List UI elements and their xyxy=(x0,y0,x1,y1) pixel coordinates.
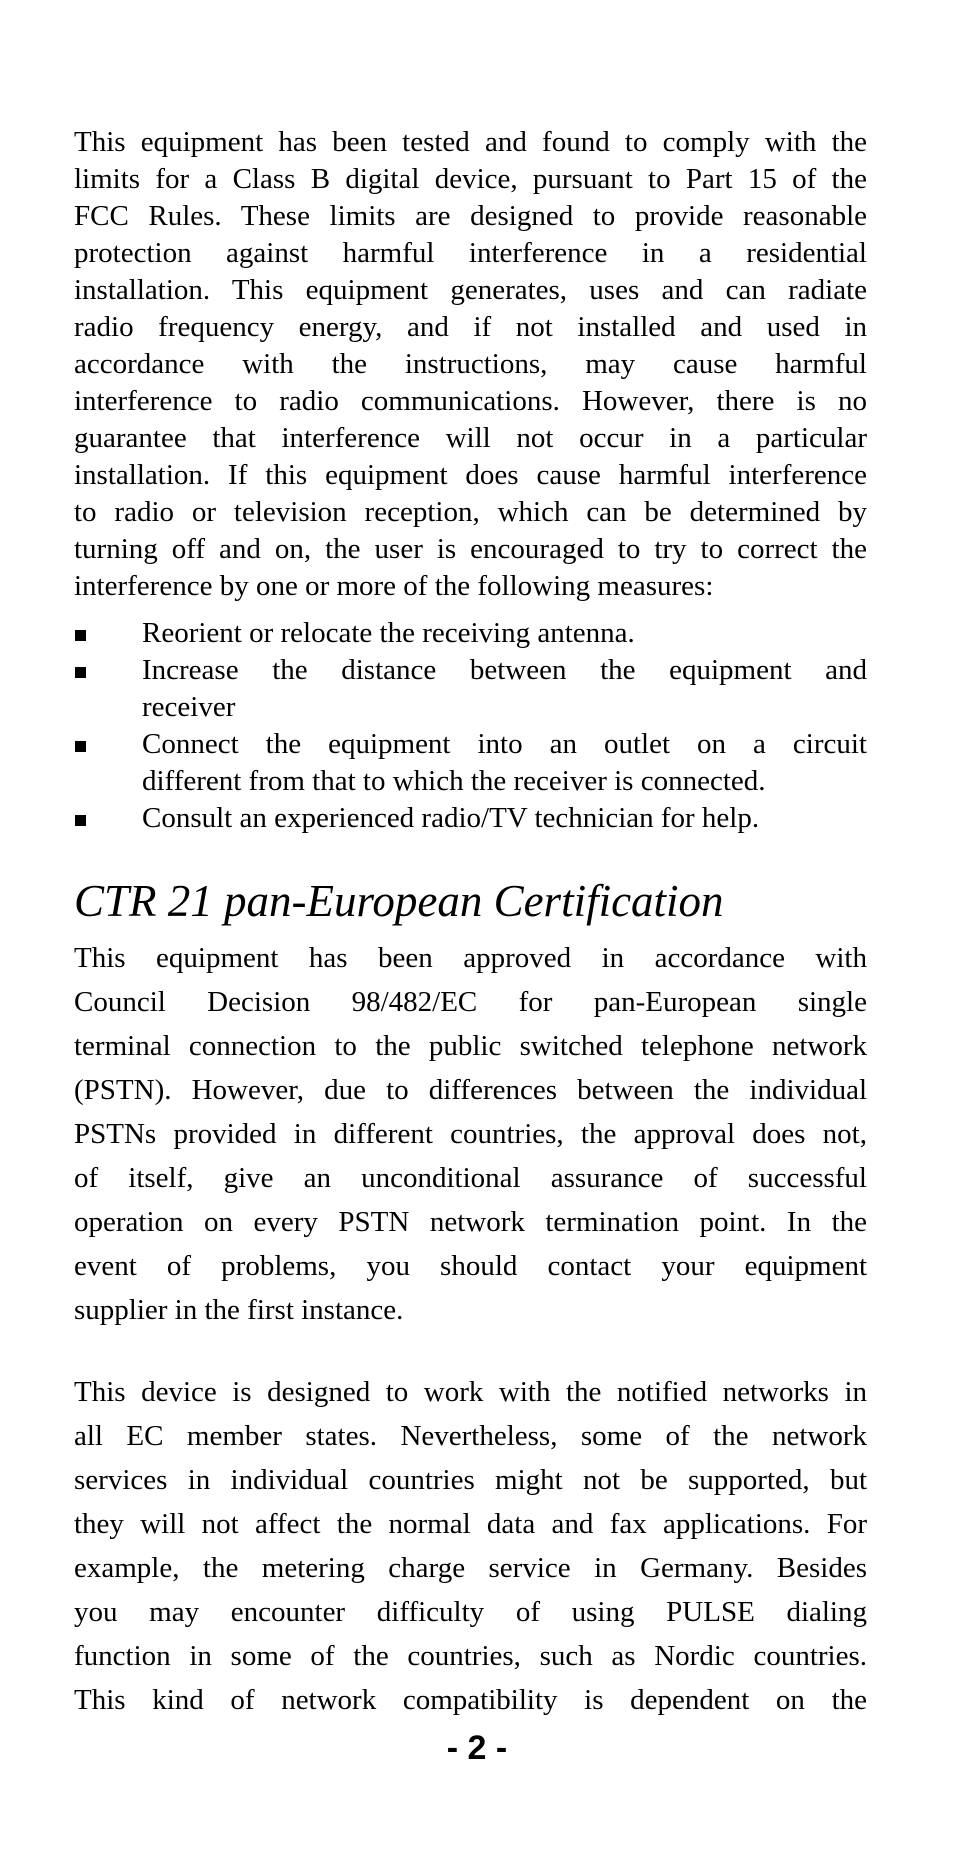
text-line: limits for a Class B digital device, pursuant to Part 15 of the xyxy=(74,163,867,195)
text-line: FCC Rules. These limits are designed to provide reasonable xyxy=(74,200,867,232)
text-line: This equipment has been approved in accordance with xyxy=(74,942,867,974)
text-line: This device is designed to work with the notified networks in xyxy=(74,1376,867,1408)
text-line: terminal connection to the public switched telephone network xyxy=(74,1030,867,1062)
text-line: radio frequency energy, and if not installed and used in xyxy=(74,311,867,343)
bullet-item xyxy=(74,652,867,726)
ctr21-approval-paragraph xyxy=(74,936,867,1332)
bullet-text xyxy=(142,800,867,837)
text-line: Council Decision 98/482/EC for pan-European single xyxy=(74,986,867,1018)
bullet-item xyxy=(74,800,867,837)
text-line: installation. This equipment generates, uses and can radiate xyxy=(74,274,867,306)
text-line: turning off and on, the user is encouraged to try to correct the xyxy=(74,533,867,565)
fcc-measures-list xyxy=(74,615,867,837)
text-line: Reorient or relocate the receiving antenna. xyxy=(142,617,635,649)
bullet-item xyxy=(74,726,867,800)
bullet-square-icon xyxy=(75,741,86,752)
text-line: PSTNs provided in different countries, the approval does not, xyxy=(74,1118,867,1150)
text-line: This equipment has been tested and found to comply with the xyxy=(74,126,867,158)
text-line: installation. If this equipment does cause harmful interference xyxy=(74,459,867,491)
text-line: different from that to which the receiver is connected. xyxy=(142,765,766,797)
text-line: they will not affect the normal data and fax applications. For xyxy=(74,1508,867,1540)
text-line: all EC member states. Nevertheless, some of the network xyxy=(74,1420,867,1452)
ctr21-heading: CTR 21 pan-European Certification xyxy=(74,876,724,926)
text-line: to radio or television reception, which can be determined by xyxy=(74,496,867,528)
fcc-compliance-paragraph xyxy=(74,124,867,605)
text-line: interference by one or more of the following measures: xyxy=(74,570,714,602)
bullet-square-icon xyxy=(75,815,86,826)
bullet-square-icon xyxy=(75,630,86,641)
text-line: you may encounter difficulty of using PULSE dialing xyxy=(74,1596,867,1628)
text-line: event of problems, you should contact your equipment xyxy=(74,1250,867,1282)
bullet-text xyxy=(142,726,867,800)
text-line: services in individual countries might not be supported, but xyxy=(74,1464,867,1496)
text-line: guarantee that interference will not occur in a particular xyxy=(74,422,867,454)
network-compatibility-paragraph xyxy=(74,1370,867,1722)
page-content xyxy=(74,124,867,1722)
text-line: This kind of network compatibility is dependent on the xyxy=(74,1684,867,1716)
text-line: receiver xyxy=(142,691,236,723)
text-line: function in some of the countries, such as Nordic countries. xyxy=(74,1640,867,1672)
text-line: accordance with the instructions, may cause harmful xyxy=(74,348,867,380)
text-line: (PSTN). However, due to differences between the individual xyxy=(74,1074,867,1106)
text-line: operation on every PSTN network termination point. In the xyxy=(74,1206,867,1238)
text-line: of itself, give an unconditional assurance of successful xyxy=(74,1162,867,1194)
bullet-square-icon xyxy=(75,667,86,678)
text-line: Connect the equipment into an outlet on a circuit xyxy=(142,728,867,760)
text-line: Increase the distance between the equipment and xyxy=(142,654,867,686)
page-number: - 2 - xyxy=(446,1729,508,1767)
text-line: supplier in the first instance. xyxy=(74,1294,404,1326)
text-line: example, the metering charge service in Germany. Besides xyxy=(74,1552,867,1584)
text-line: interference to radio communications. However, there is no xyxy=(74,385,867,417)
text-line: protection against harmful interference in a residential xyxy=(74,237,867,269)
text-line: Consult an experienced radio/TV technician for help. xyxy=(142,802,760,834)
bullet-text xyxy=(142,615,867,652)
bullet-text xyxy=(142,652,867,726)
bullet-item xyxy=(74,615,867,652)
